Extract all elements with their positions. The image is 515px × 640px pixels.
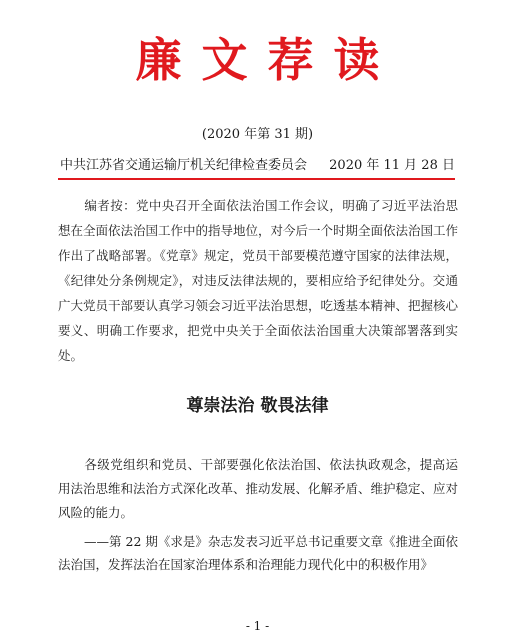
- editor-note: [58, 193, 458, 368]
- issuer-date-row: [60, 157, 455, 175]
- quote-source: [58, 530, 458, 576]
- issue-date: 2020 年 11 月 28 日: [329, 158, 455, 173]
- body-paragraph: [58, 453, 458, 525]
- page-number: - 1 -: [245, 619, 270, 633]
- editor-note-text: 编者按：党中央召开全面依法治国工作会议，明确了习近平法治思想在全面依法治国工作中的指导地位，对今后一个时期全面依法治国工作作出了战略部署。《党章》规定，党员干部要模范遵守国家的法律法规，《纪律处分条例规定》，对违反法律法规的，要相应给予纪律处分。交通广大党员干部要认真学习领会习近平法治思想，吃透基本精神、把握核心要义、明确工作要求，把党中央关于全面依法治国重大决策部署落到实处。: [58, 198, 459, 363]
- body-paragraph-text: 各级党组织和党员、干部要强化依法治国、依法执政观念，提高运用法治思维和法治方式深化改革、推动发展、化解矛盾、维护稳定、应对风险的能力。: [58, 457, 459, 520]
- quote-source-text: ——第 22 期《求是》杂志发表习近平总书记重要文章《推进全面依法治国，发挥法治在国家治理体系和治理能力现代化中的积极作用》: [58, 534, 458, 572]
- issue-number: (2020 年第 31 期): [201, 127, 314, 142]
- section-title: 尊崇法治 敬畏法律: [186, 396, 329, 416]
- issuer-name: 中共江苏省交通运输厅机关纪律检查委员会: [60, 158, 308, 173]
- red-divider: [58, 178, 455, 180]
- masthead-title: 廉文荐读: [135, 33, 400, 87]
